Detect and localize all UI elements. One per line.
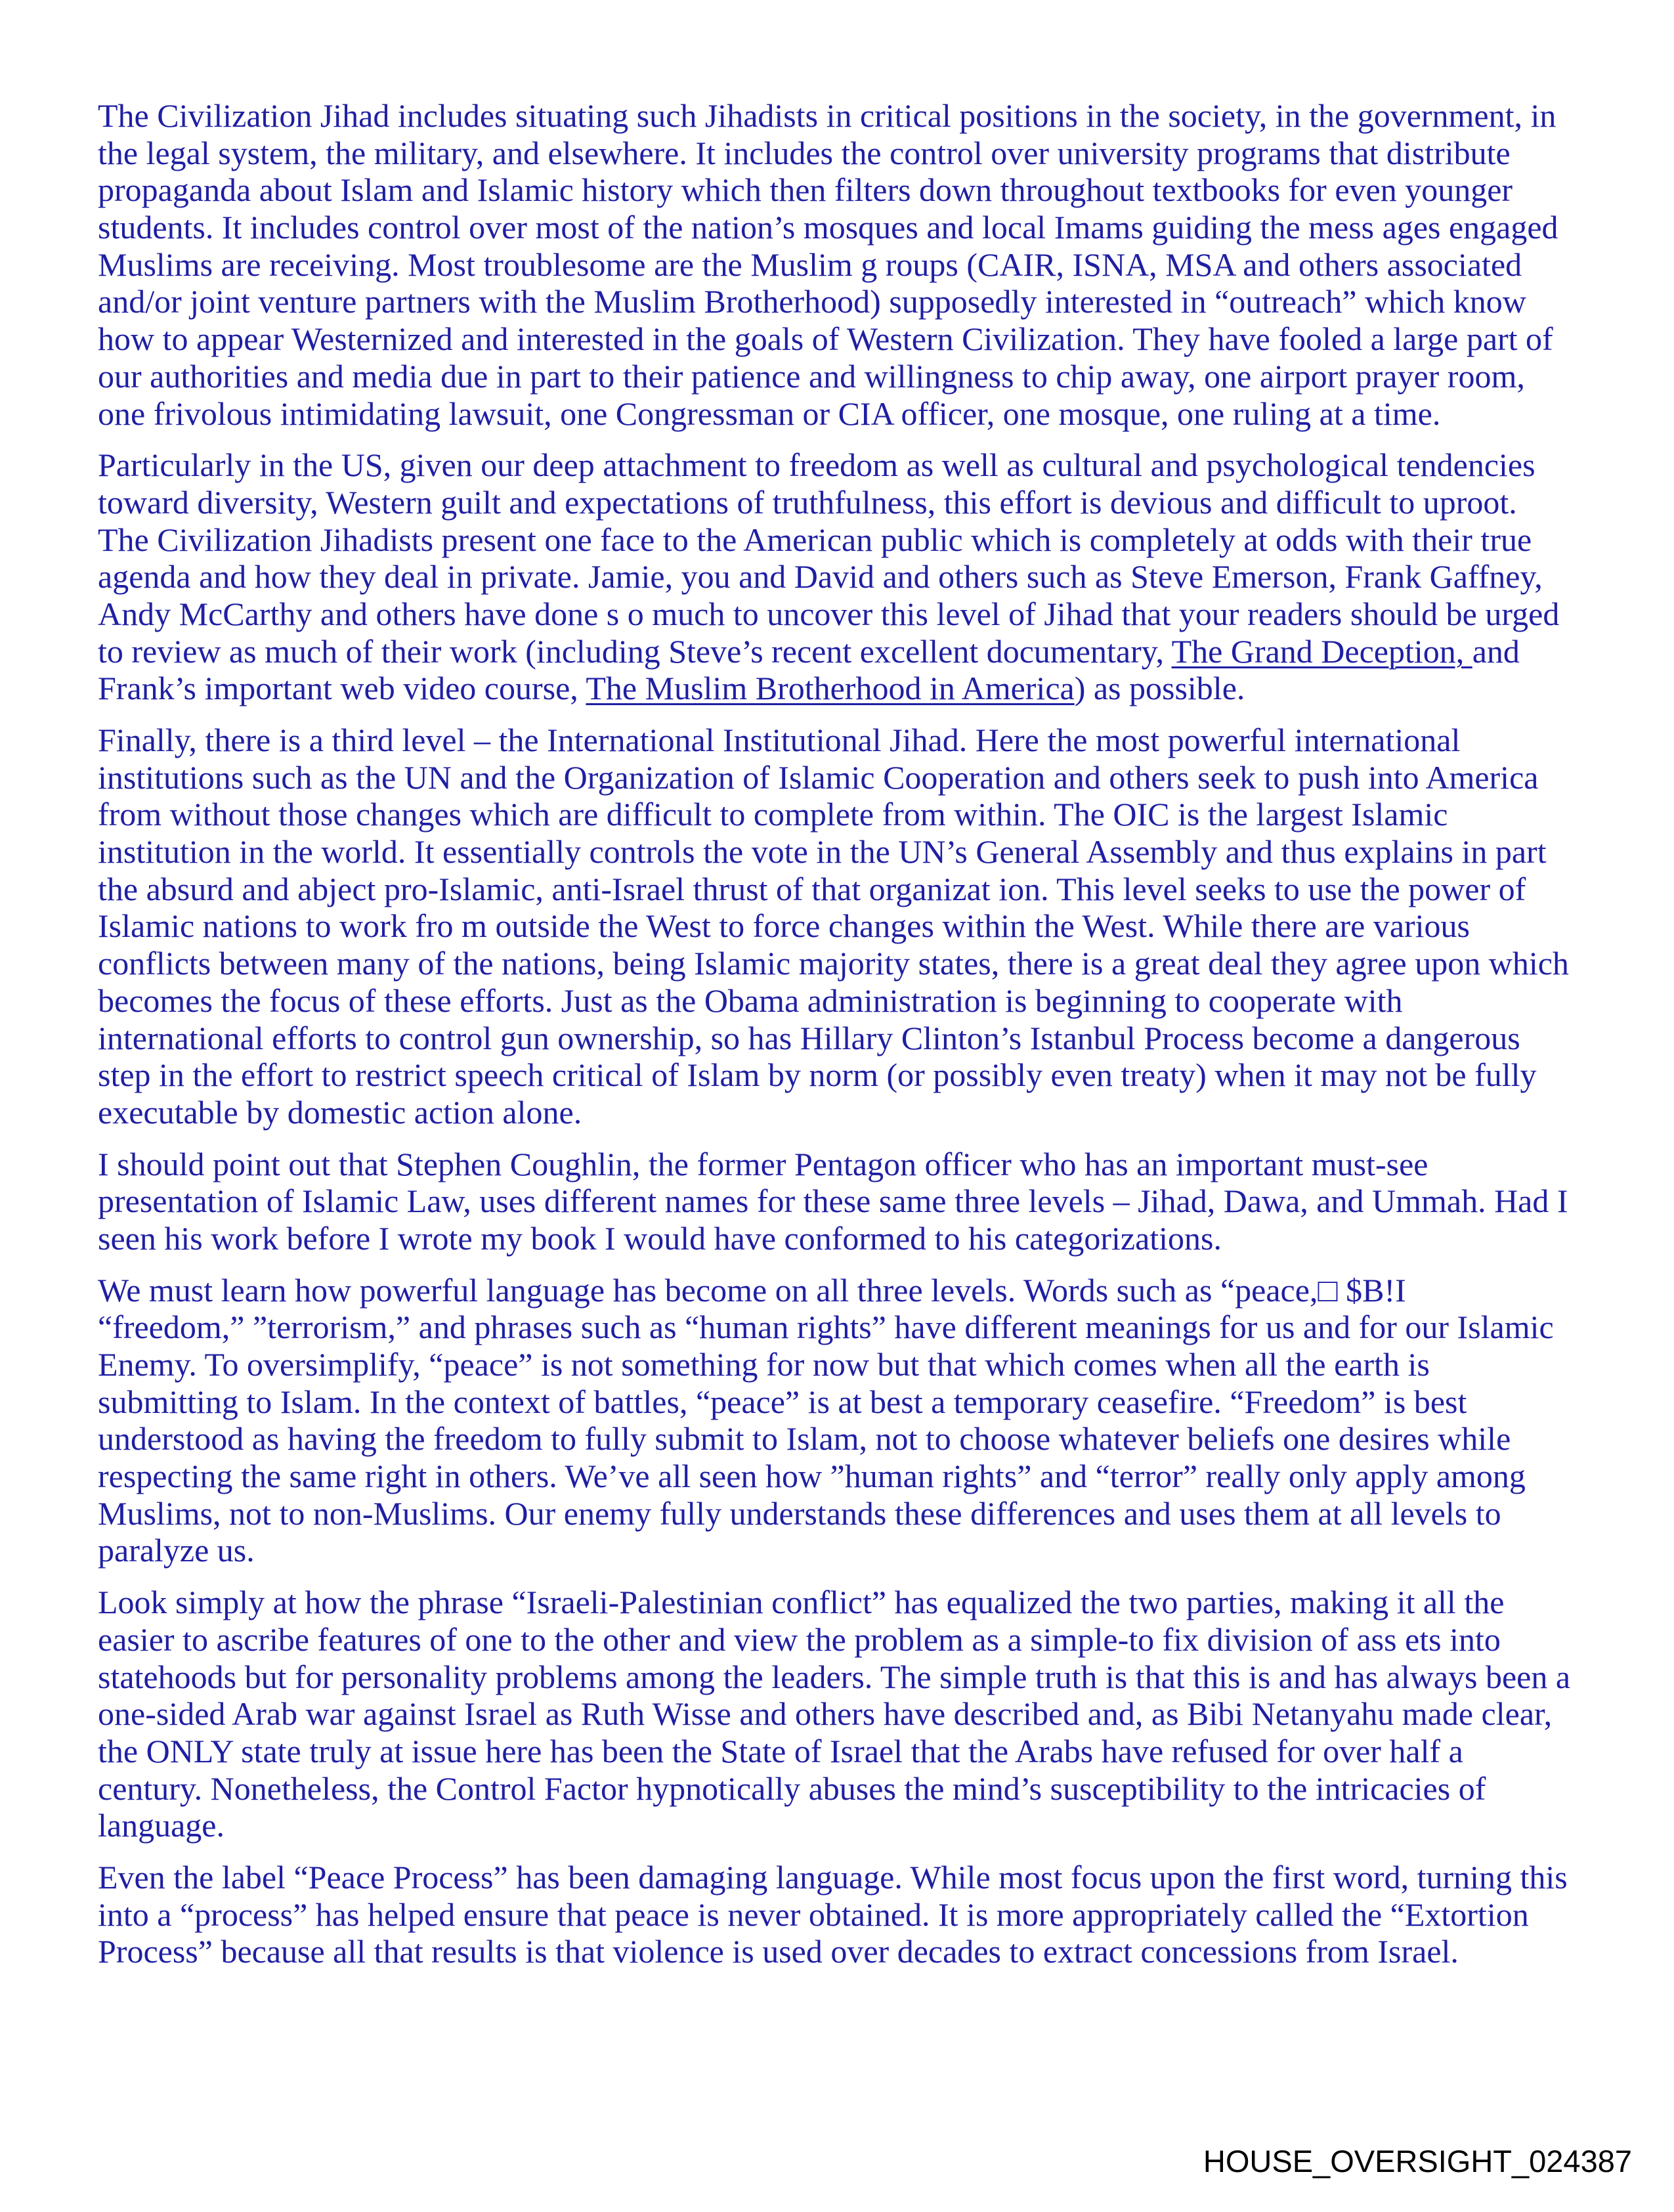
text-line: Muslims, not to non-Muslims. Our enemy fully understands these differences and uses them at all levels to [98, 1494, 1501, 1532]
text-line: agenda and how they deal in private. Jamie, you and David and others such as Steve Emerson, Frank Gaffney, [98, 558, 1543, 596]
text-segment: ) as possible. [1074, 670, 1245, 707]
text-line: submitting to Islam. In the context of battles, “peace” is at best a temporary ceasefire. “Freedom” is best [98, 1383, 1467, 1420]
text-line: from without those changes which are difficult to complete from within. The OIC is the largest Islamic [98, 796, 1448, 833]
text-line: “freedom,” ”terrorism,” and phrases such as “human rights” have different meanings for us and for our Islamic [98, 1309, 1554, 1346]
text-line: the legal system, the military, and elsewhere. It includes the control over university programs that distribute [98, 134, 1511, 171]
text-line: language. [98, 1807, 225, 1844]
text-line: Islamic nations to work fro m outside the West to force changes within the West. While there are various [98, 907, 1470, 945]
text-line: propaganda about Islam and Islamic history which then filters down throughout textbooks for even younger [98, 171, 1513, 209]
text-line: seen his work before I wrote my book I would have conformed to his categorizations. [98, 1219, 1222, 1257]
text-line: Andy McCarthy and others have done s o much to uncover this level of Jihad that your readers should be urged [98, 595, 1560, 632]
text-line: century. Nonetheless, the Control Factor hypnotically abuses the mind’s susceptibility to the intricacies of [98, 1769, 1486, 1807]
text-line: Finally, there is a third level – the International Institutional Jihad. Here the most powerful international [98, 722, 1461, 758]
text-line: one-sided Arab war against Israel as Ruth Wisse and others have described and, as Bibi Netanyahu made clear, [98, 1695, 1553, 1733]
text-line: international efforts to control gun ownership, so has Hillary Clinton’s Istanbul Process become a dangerous [98, 1019, 1520, 1056]
text-line: one frivolous intimidating lawsuit, one Congressman or CIA officer, one mosque, one ruling at a time. [98, 395, 1441, 432]
paragraph [98, 1146, 1634, 1257]
text-segment: and [1472, 632, 1520, 670]
document-body [98, 97, 1634, 1985]
text-line: becomes the focus of these efforts. Just as the Obama administration is beginning to cooperate with [98, 982, 1403, 1019]
text-segment: to review as much of their work (including Steve’s recent excellent documentary, [98, 632, 1172, 670]
text-line: Particularly in the US, given our deep attachment to freedom as well as cultural and psychological tendencies [98, 446, 1535, 484]
text-line: our authorities and media due in part to their patience and willingness to chip away, one airport prayer room, [98, 357, 1525, 395]
text-line: Even the label “Peace Process” has been damaging language. While most focus upon the first word, turning this [98, 1858, 1568, 1896]
text-line: institutions such as the UN and the Organization of Islamic Cooperation and others seek to push into America [98, 758, 1539, 796]
underlined-title: The Muslim Brotherhood in America [586, 670, 1075, 707]
text-line: into a “process” has helped ensure that peace is never obtained. It is more appropriately called the “Extortion [98, 1896, 1529, 1933]
text-line: presentation of Islamic Law, uses different names for these same three levels – Jihad, Dawa, and Ummah. Had I [98, 1182, 1568, 1220]
text-line: The Civilization Jihadists present one face to the American public which is completely at odds with their true [98, 521, 1532, 558]
text-line: and/or joint venture partners with the Muslim Brotherhood) supposedly interested in “outreach” which know [98, 283, 1526, 320]
text-line: Process” because all that results is that violence is used over decades to extract concessions from Israel. [98, 1933, 1459, 1970]
text-line: the absurd and abject pro-Islamic, anti-Israel thrust of that organizat ion. This level seeks to use the power of [98, 870, 1526, 907]
text-segment: Frank’s important web video course, [98, 670, 586, 707]
text-line [98, 633, 1634, 670]
underlined-title: The Grand Deception, [1171, 632, 1472, 670]
text-line: toward diversity, Western guilt and expectations of truthfulness, this effort is devious and difficult to uproot. [98, 483, 1517, 521]
text-line: students. It includes control over most of the nation’s mosques and local Imams guiding the mess ages engaged [98, 209, 1558, 246]
text-line [98, 670, 1634, 707]
text-line: Muslims are receiving. Most troublesome are the Muslim g roups (CAIR, ISNA, MSA and others associated [98, 246, 1522, 283]
text-line: executable by domestic action alone. [98, 1093, 582, 1131]
text-line: respecting the same right in others. We’ve all seen how ”human rights” and “terror” really only apply among [98, 1458, 1526, 1495]
text-line: step in the effort to restrict speech critical of Islam by norm (or possibly even treaty) when it may not be fully [98, 1056, 1537, 1094]
text-line: statehoods but for personality problems among the leaders. The simple truth is that this is and has always been a [98, 1658, 1571, 1695]
text-line: understood as having the freedom to fully submit to Islam, not to choose whatever beliefs one desires while [98, 1420, 1511, 1458]
text-line: easier to ascribe features of one to the other and view the problem as a simple-to fix division of ass ets into [98, 1620, 1501, 1658]
paragraph [98, 722, 1634, 1131]
text-line: institution in the world. It essentially controls the vote in the UN’s General Assembly and thus explains in part [98, 833, 1547, 871]
text-line: the ONLY state truly at issue here has been the State of Israel that the Arabs have refused for over half a [98, 1732, 1463, 1769]
text-line: Look simply at how the phrase “Israeli-Palestinian conflict” has equalized the two parties, making it all the [98, 1584, 1505, 1621]
paragraph [98, 1859, 1634, 1970]
bates-number: HOUSE_OVERSIGHT_024387 [1203, 2144, 1632, 2179]
paragraph [98, 1272, 1634, 1570]
text-line: The Civilization Jihad includes situating such Jihadists in critical positions in the society, in the government, in [98, 97, 1556, 134]
text-line: how to appear Westernized and interested in the goals of Western Civilization. They have fooled a large part of [98, 320, 1553, 358]
paragraph [98, 97, 1634, 432]
text-line: Enemy. To oversimplify, “peace” is not something for now but that which comes when all the earth is [98, 1346, 1430, 1383]
text-line: conflicts between many of the nations, being Islamic majority states, there is a great deal they agree upon which [98, 945, 1569, 982]
paragraph [98, 1584, 1634, 1844]
paragraph [98, 446, 1634, 707]
text-line: We must learn how powerful language has become on all three levels. Words such as “peace,□ $B!I [98, 1271, 1406, 1309]
text-line: paralyze us. [98, 1532, 255, 1569]
text-line: I should point out that Stephen Coughlin, the former Pentagon officer who has an important must-see [98, 1145, 1428, 1182]
